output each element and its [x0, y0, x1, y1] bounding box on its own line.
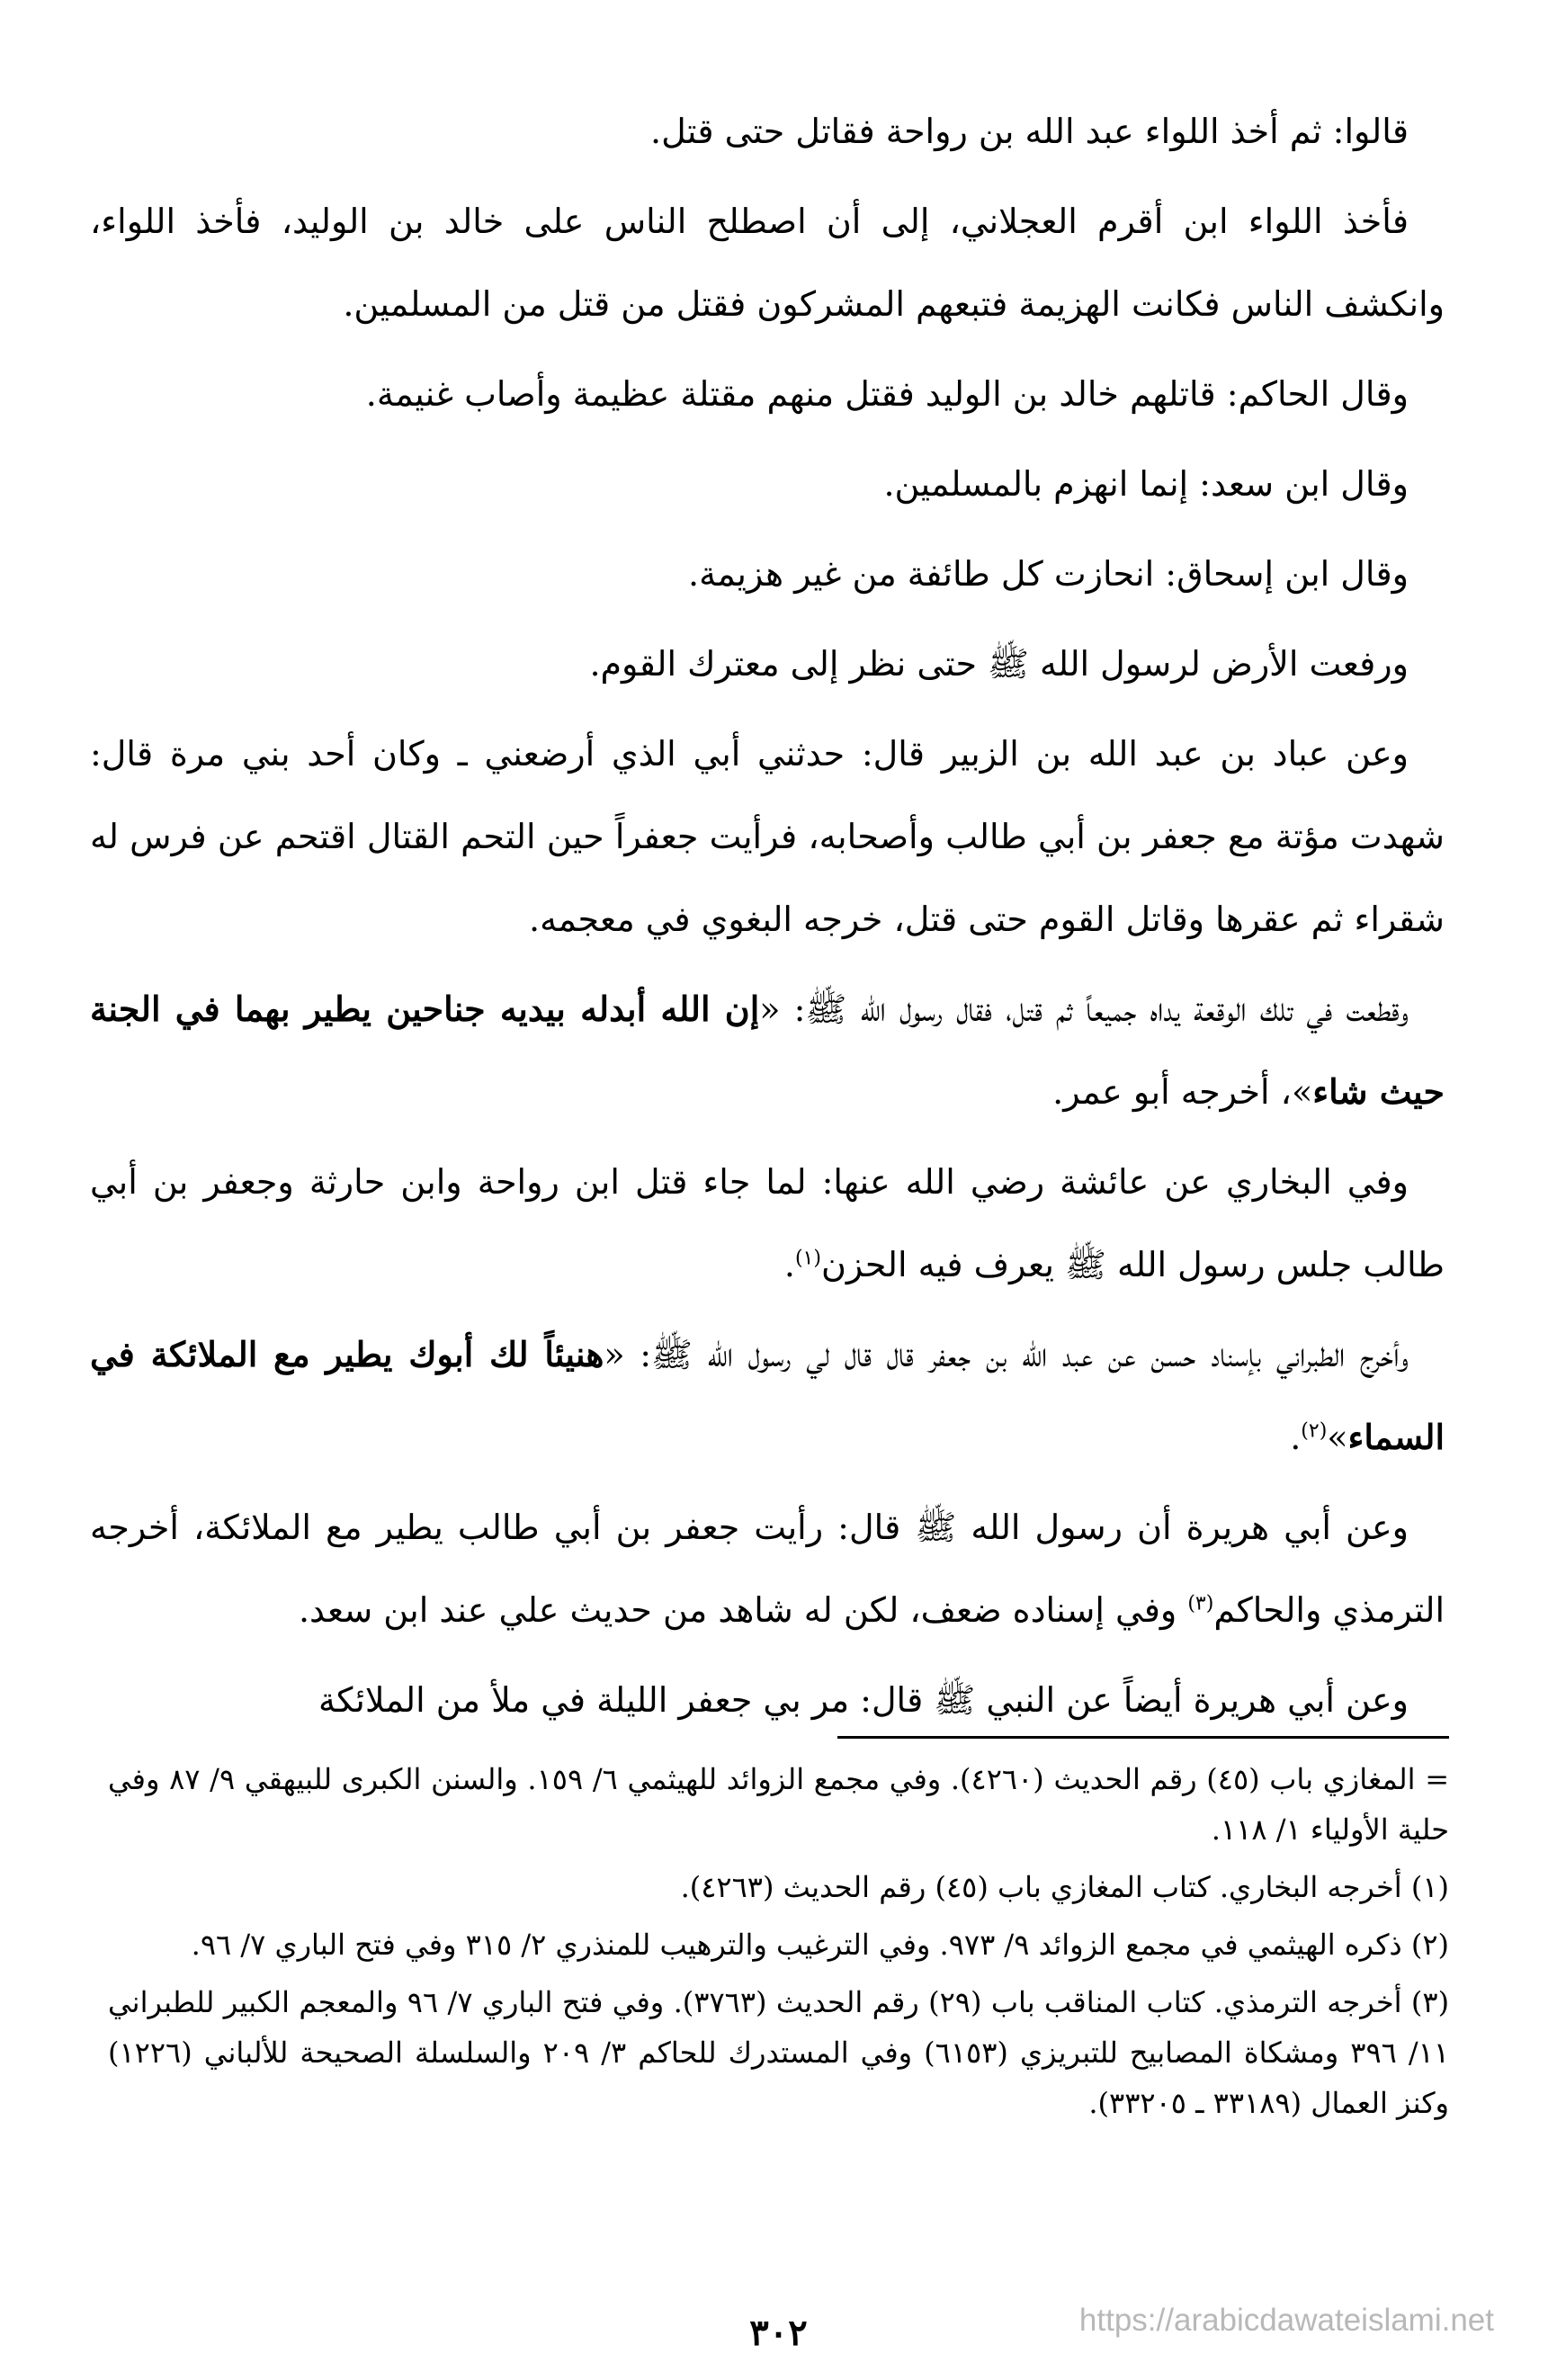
paragraph-text: .: [783, 1245, 795, 1284]
paragraph-bukhari: [90, 1141, 1445, 1306]
paragraph-text: وعن أبي هريرة أن رسول الله ﷺ قال: رأيت جعفر بن أبي طالب يطير مع الملائكة، أخرجه الترمذي والحاكم: [90, 1508, 1445, 1630]
paragraph-text: »: [1327, 1418, 1348, 1457]
paragraph-text: وفي إسناده ضعف، لكن له شاهد من حديث علي عند ابن سعد.: [298, 1590, 1188, 1630]
paragraph-text: .: [1290, 1418, 1302, 1457]
main-text: [90, 90, 1445, 1749]
hadith-quote: إن الله أبدله بيديه جناحين يطير بهما في الجنة حيث شاء: [90, 989, 1445, 1112]
paragraph-hurayra: [90, 1486, 1445, 1651]
watermark-url: https://arabicdawateislami.net: [1078, 2303, 1494, 2338]
paragraph-text: »، أخرجه أبو عمر.: [1052, 1072, 1313, 1112]
paragraph-text: وفي البخاري عن عائشة رضي الله عنها: لما جاء قتل ابن رواحة وابن حارثة وجعفر بن أبي طالب جلس رسول الله ﷺ يعرف فيه الحزن: [90, 1162, 1445, 1284]
paragraph: فأخذ اللواء ابن أقرم العجلاني، إلى أن اصطلح الناس على خالد بن الوليد، فأخذ اللواء، وانكشف الناس فكانت الهزيمة فتبعهم المشركون فقتل من قتل من المسلمين.: [90, 201, 1445, 324]
paragraph: وعن عباد بن عبد الله بن الزبير قال: حدثني أبي الذي أرضعني ـ وكان أحد بني مرة قال: شهدت مؤتة مع جعفر بن أبي طالب وأصحابه، فرأيت جعفراً حين التحم القتال اقتحم عن فرس له شقراء ثم عقرها وقاتل القوم حتى قتل، خرجه البغوي في معجمه.: [90, 734, 1445, 939]
paragraph: قالوا: ثم أخذ اللواء عبد الله بن رواحة فقاتل حتى قتل.: [650, 112, 1409, 151]
footnote-ref: (١): [794, 1247, 821, 1270]
footnote-2: (٢) ذكره الهيثمي في مجمع الزوائد ٩/ ٩٧٣. وفي الترغيب والترهيب للمنذري ٢/ ٣١٥ وفي فتح الباري ٧/ ٩٦.: [191, 1928, 1449, 1962]
paragraph-hadith-wings: [90, 968, 1445, 1133]
footnote-divider: [837, 1736, 1449, 1739]
footnotes: [108, 1754, 1449, 2135]
footnote-ref: (٢): [1301, 1419, 1328, 1443]
footnote-ref: (٣): [1187, 1592, 1214, 1615]
paragraph: وقال ابن سعد: إنما انهزم بالمسلمين.: [883, 464, 1409, 504]
paragraph-text: وأخرج الطبراني بإسناد حسن عن عبد الله بن جعفر قال قال لي رسول الله ﷺ: «: [604, 1335, 1409, 1374]
paragraph: ورفعت الأرض لرسول الله ﷺ حتى نظر إلى معترك القوم.: [589, 644, 1409, 684]
page-number: ٣٠٢: [749, 2312, 808, 2354]
paragraph: وقال ابن إسحاق: انحازت كل طائفة من غير هزيمة.: [687, 554, 1409, 594]
paragraph-tabarani: [90, 1313, 1445, 1479]
footnote-continuation: = المغازي باب (٤٥) رقم الحديث (٤٢٦٠). وفي مجمع الزوائد للهيثمي ٦/ ١٥٩. والسنن الكبرى للبيهقي ٩/ ٨٧ وفي حلية الأولياء ١/ ١١٨.: [108, 1762, 1450, 1847]
hadith-quote: هنيئاً لك أبوك يطير مع الملائكة في السماء: [90, 1334, 1445, 1457]
paragraph-text: وقطعت في تلك الوقعة يداه جميعاً ثم قتل، فقال رسول الله ﷺ: «: [759, 989, 1409, 1029]
footnote-3: (٣) أخرجه الترمذي. كتاب المناقب باب (٢٩) رقم الحديث (٣٧٦٣). وفي فتح الباري ٧/ ٩٦ والمعجم الكبير للطبراني ١١/ ٣٩٦ ومشكاة المصابيح للتبريزي (٦١٥٣) وفي المستدرك للحاكم ٣/ ٢٠٩ والسلسلة الصحيحة للألباني (١٢٢٦) وكنز العمال (٣٣١٨٩ ـ ٣٣٢٠٥).: [108, 1985, 1450, 2120]
footnote-1: (١) أخرجه البخاري. كتاب المغازي باب (٤٥) رقم الحديث (٤٢٦٣).: [680, 1870, 1449, 1904]
paragraph: وعن أبي هريرة أيضاً عن النبي ﷺ قال: مر بي جعفر الليلة في ملأ من الملائكة: [318, 1680, 1409, 1720]
paragraph: وقال الحاكم: قاتلهم خالد بن الوليد فقتل منهم مقتلة عظيمة وأصاب غنيمة.: [365, 374, 1409, 414]
